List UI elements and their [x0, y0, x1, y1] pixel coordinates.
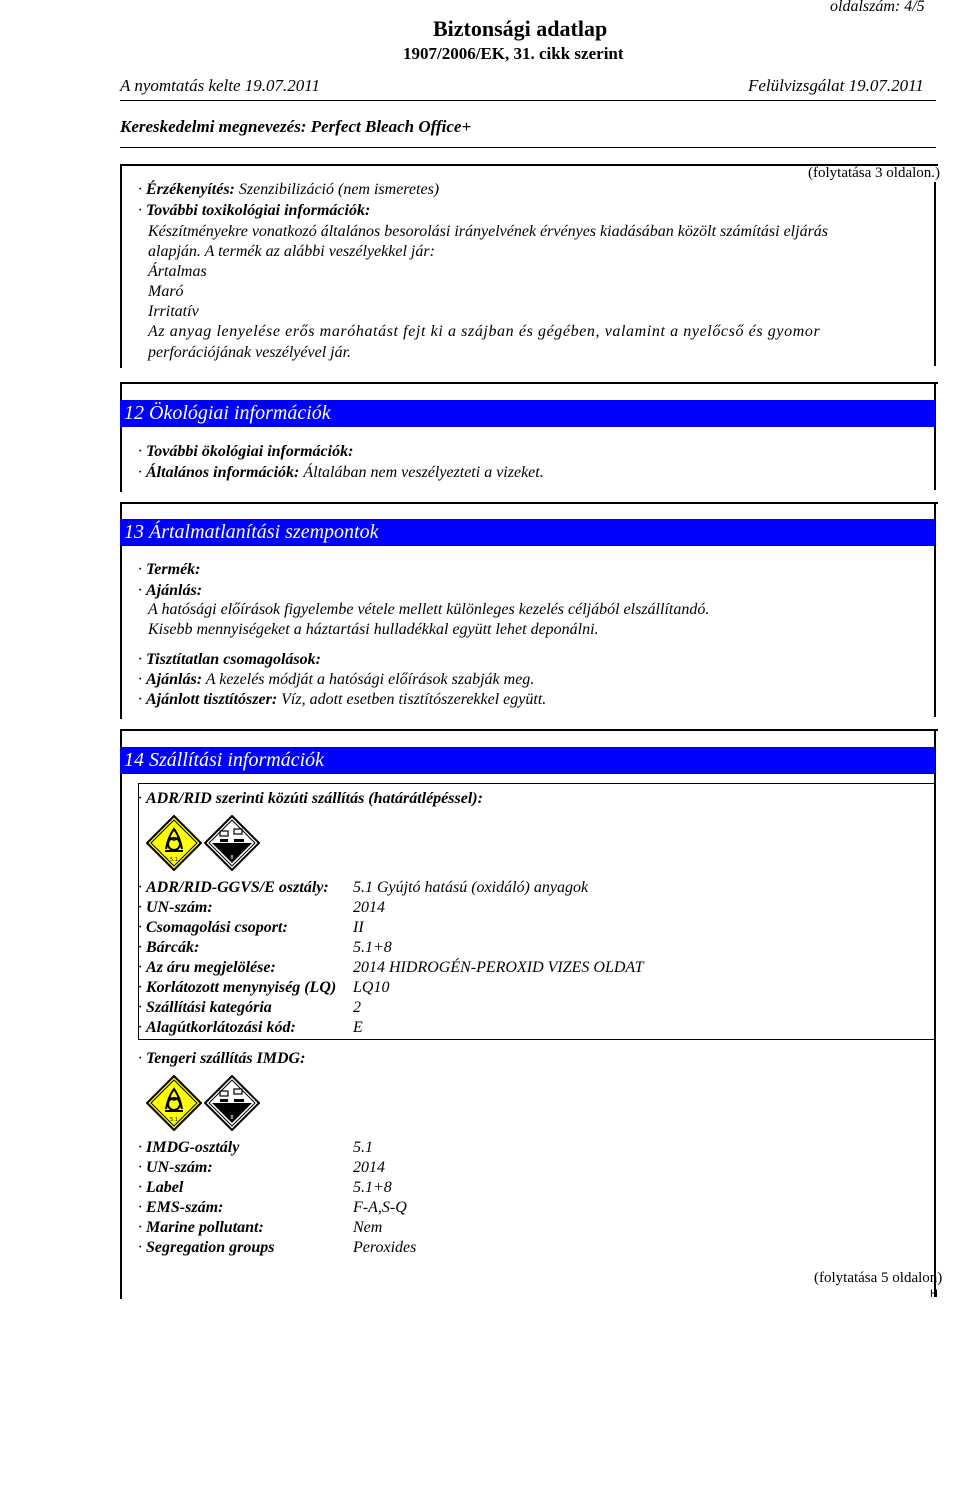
- sensitization-row: [138, 180, 439, 200]
- imdg-row-label: · IMDG-osztály: [138, 1138, 353, 1158]
- adr-row: [138, 898, 643, 918]
- header-divider-top: [120, 100, 936, 101]
- section13-title-bar: [120, 519, 935, 546]
- cleaner-label: · Ajánlott tisztítószer:: [138, 691, 277, 708]
- section14-title-bar: [120, 747, 935, 774]
- corrosive-hazard-icon: [204, 815, 260, 871]
- adr-row-value: E: [353, 1019, 363, 1036]
- packaging-label: · Tisztítatlan csomagolások:: [138, 650, 321, 670]
- adr-row-label: · Bárcák:: [138, 938, 353, 958]
- regulation-reference: 1907/2006/EK, 31. cikk szerint: [403, 44, 624, 63]
- adr-row-label: · Szállítási kategória: [138, 998, 353, 1018]
- review-date: Felülvizsgálat 19.07.2011: [748, 76, 924, 95]
- page-number: oldalszám: 4/5: [830, 0, 925, 15]
- imdg-row: [138, 1138, 416, 1158]
- adr-row-value: 5.1 Gyújtó hatású (oxidáló) anyagok: [353, 879, 589, 896]
- adr-row: [138, 958, 643, 978]
- section11-frame-right: [934, 182, 936, 366]
- imdg-row-label: · UN-szám:: [138, 1158, 353, 1178]
- imdg-row: [138, 1198, 416, 1218]
- adr-rows: [138, 878, 643, 1038]
- section14-frame-right: [934, 729, 936, 1297]
- adr-row-label: · Az áru megjelölése:: [138, 958, 353, 978]
- imdg-row-value: 2014: [353, 1159, 385, 1176]
- adr-row-value: 2: [353, 999, 361, 1016]
- imdg-row-label: · Label: [138, 1178, 353, 1198]
- adr-row-value: 5.1+8: [353, 939, 392, 956]
- adr-row-value: 2014: [353, 899, 385, 916]
- imdg-row-value: 5.1: [353, 1139, 373, 1156]
- adr-row-value: LQ10: [353, 979, 390, 996]
- tox-text-2: alapján. A termék az alábbi veszélyekkel jár:: [148, 243, 435, 260]
- print-date: A nyomtatás kelte 19.07.2011: [120, 76, 321, 95]
- adr-row-label: · Korlátozott menynyiség (LQ): [138, 978, 353, 998]
- document-title: Biztonsági adatlap: [433, 16, 608, 41]
- trade-name: Kereskedelmi megnevezés: Perfect Bleach Office+: [120, 117, 472, 136]
- imdg-corrosive-hazard-icon: [204, 1075, 260, 1131]
- hazard-harmful: Ártalmas: [148, 263, 207, 280]
- general-info-row: [138, 463, 544, 483]
- adr-row: [138, 878, 643, 898]
- continued-to-note: (folytatása 5 oldalon): [814, 1270, 943, 1286]
- section13-title: 13 Ártalmatlanítási szempontok: [124, 521, 379, 543]
- further-eco-label: · További ökológiai információk:: [138, 442, 353, 462]
- svg-text:8: 8: [230, 855, 234, 861]
- hazard-corrosive: Maró: [148, 283, 184, 300]
- packaging-rec-label: · Ajánlás:: [138, 671, 202, 688]
- adr-row: [138, 938, 643, 958]
- tox-info-label: · További toxikológiai információk:: [138, 201, 370, 221]
- sensitization-label: · Érzékenyítés:: [138, 181, 235, 198]
- section12-title-bar: [120, 400, 935, 427]
- adr-row-label: · Csomagolási csoport:: [138, 918, 353, 938]
- adr-row-label: · UN-szám:: [138, 898, 353, 918]
- svg-text:5.1: 5.1: [170, 1117, 178, 1123]
- rec-text-1: A hatósági előírások figyelembe vétele mellett különleges kezelés céljából elszállítandó.: [148, 601, 710, 618]
- footer-mark: H: [930, 1288, 938, 1300]
- packaging-rec-value: A kezelés módját a hatósági előírások szabják meg.: [205, 671, 535, 688]
- imdg-row-value: 5.1+8: [353, 1179, 392, 1196]
- product-label: · Termék:: [138, 560, 201, 580]
- imdg-row: [138, 1158, 416, 1178]
- oxidizer-hazard-icon: [146, 815, 202, 871]
- imdg-rows: [138, 1138, 416, 1258]
- cleaner-row: [138, 690, 546, 710]
- section12-frame-right: [934, 382, 936, 490]
- recommendation-label: · Ajánlás:: [138, 581, 202, 601]
- continued-from-note: (folytatása 3 oldalon.): [808, 165, 941, 181]
- imdg-heading: · Tengeri szállítás IMDG:: [138, 1049, 305, 1069]
- ingestion-text-1: Az anyag lenyelése erős maróhatást fejt ki a szájban és gégében, valamint a nyelőcső és gyomor: [148, 323, 821, 340]
- adr-row-label: · ADR/RID-GGVS/E osztály:: [138, 878, 353, 898]
- general-info-label: · Általános információk:: [138, 464, 299, 481]
- imdg-row-label: · Segregation groups: [138, 1238, 353, 1258]
- imdg-row-value: F-A,S-Q: [353, 1199, 407, 1216]
- ingestion-text-2: perforációjának veszélyével jár.: [148, 344, 352, 361]
- adr-row-label: · Alagútkorlátozási kód:: [138, 1018, 353, 1038]
- adr-row: [138, 978, 643, 998]
- header-divider-bottom: [120, 147, 936, 148]
- section14-title: 14 Szállítási információk: [124, 749, 324, 771]
- adr-row-value: 2014 HIDROGÉN-PEROXID VIZES OLDAT: [353, 959, 644, 976]
- general-info-value: Általában nem veszélyezteti a vizeket.: [303, 464, 544, 481]
- adr-heading: · ADR/RID szerinti közúti szállítás (határátlépéssel):: [138, 789, 483, 809]
- sensitization-value: Szenzibilizáció (nem ismeretes): [238, 181, 440, 198]
- adr-row: [138, 918, 643, 938]
- imdg-row: [138, 1218, 416, 1238]
- tox-text-1: Készítményekre vonatkozó általános besorolási irányelvének érvényes kiadásában közölt számítási eljárás: [148, 223, 829, 240]
- imdg-row-value: Peroxides: [353, 1239, 417, 1256]
- packaging-rec-row: [138, 670, 534, 690]
- imdg-row-value: Nem: [353, 1219, 383, 1236]
- imdg-row-label: · EMS-szám:: [138, 1198, 353, 1218]
- adr-row: [138, 998, 643, 1018]
- adr-row-value: II: [353, 919, 364, 936]
- cleaner-value: Víz, adott esetben tisztítószerekkel együtt.: [281, 691, 547, 708]
- imdg-row: [138, 1178, 416, 1198]
- imdg-oxidizer-hazard-icon: [146, 1075, 202, 1131]
- svg-text:5.1: 5.1: [170, 857, 178, 863]
- svg-text:8: 8: [230, 1115, 234, 1121]
- adr-row: [138, 1018, 643, 1038]
- hazard-irritant: Irritatív: [148, 303, 199, 320]
- imdg-row: [138, 1238, 416, 1258]
- imdg-row-label: · Marine pollutant:: [138, 1218, 353, 1238]
- rec-text-2: Kisebb mennyiségeket a háztartási hulladékkal együtt lehet deponálni.: [148, 621, 599, 638]
- section12-title: 12 Ökológiai információk: [124, 402, 331, 424]
